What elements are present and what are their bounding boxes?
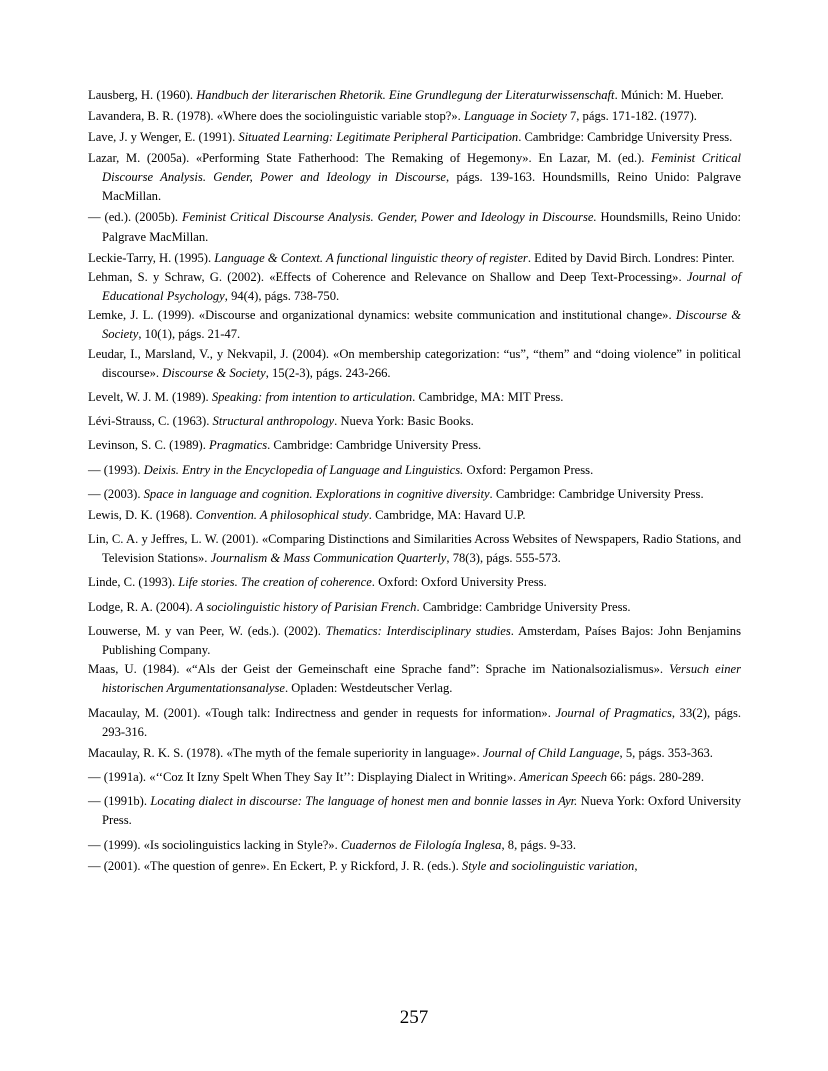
entry-text: — (1991a). «‘‘Coz It Izny Spelt When They Say It’’: Displaying Dialect in Writing».: [88, 770, 520, 785]
entry-text: Linde, C. (1993).: [88, 575, 179, 590]
entry-title-italic: Pragmatics: [209, 438, 268, 453]
entry-text: , 5, págs. 353-363.: [619, 745, 713, 760]
entry-title-italic: Thematics: Interdisciplinary studies: [325, 623, 511, 638]
entry-text: Leudar, I., Marsland, V., y Nekvapil, J. (2004). «On membership categorization: “us”, “them” and “doing violence” in political discourse».: [88, 346, 741, 380]
entry-title-italic: Life stories. The creation of coherence: [178, 575, 372, 590]
entry-text: Lemke, J. L. (1999). «Discourse and organizational dynamics: website communication and institutional change».: [88, 308, 676, 323]
entry-text: . Cambridge: Cambridge University Press.: [489, 486, 704, 501]
entry-text: , 33(2), págs. 293-316.: [102, 705, 741, 739]
entry-text: Lausberg, H. (1960).: [88, 88, 197, 102]
entry-text: — (1993).: [88, 462, 144, 477]
entry-text: Lin, C. A. y Jeffres, L. W. (2001). «Comparing Distinctions and Similarities Across Websites of Newspapers, Radio Stations, and Television Stations».: [88, 532, 741, 566]
entry-text: 66: págs. 280-289.: [607, 770, 705, 785]
entry-title-italic: Discourse & Society: [102, 308, 742, 342]
entry-text: Macaulay, R. K. S. (1978). «The myth of the female superiority in language».: [88, 745, 483, 760]
entry-text: Oxford: Pergamon Press.: [463, 462, 594, 477]
entry-title-italic: Structural anthropology: [212, 414, 335, 429]
entry-text: Lévi-Strauss, C. (1963).: [88, 414, 213, 429]
bibliography-entry: [88, 530, 741, 568]
bibliography-entry: [88, 573, 741, 592]
bibliography-entry: [88, 768, 741, 787]
entry-text: Louwerse, M. y van Peer, W. (eds.). (2002).: [88, 623, 326, 638]
bibliography-entry: [88, 249, 741, 268]
entry-text: . Cambridge: Cambridge University Press.: [416, 599, 631, 614]
entry-title-italic: Feminist Critical Discourse Analysis. Gender, Power and Ideology in Discourse: [102, 151, 741, 185]
bibliography-entry: [88, 506, 741, 525]
page-number: 257: [399, 1007, 429, 1028]
entry-text: — (2001). «The question of genre». En Eckert, P. y Rickford, J. R. (eds.).: [88, 858, 462, 873]
entry-text: Lavandera, B. R. (1978). «Where does the sociolinguistic variable stop?».: [88, 109, 464, 123]
entry-text: . Cambridge, MA: MIT Press.: [412, 390, 564, 405]
entry-title-italic: Journal of Child Language: [482, 745, 620, 760]
bibliography-entry: [88, 128, 741, 147]
entry-text: Levinson, S. C. (1989).: [88, 438, 210, 453]
entry-text: . Amsterdam, Países Bajos: John Benjamins Publishing Company.: [102, 623, 741, 658]
entry-text: , 94(4), págs. 738-750.: [224, 289, 340, 304]
entry-text: , 8, págs. 9-33.: [501, 837, 576, 852]
entry-title-italic: Feminist Critical Discourse Analysis. Gender, Power and Ideology in Discourse.: [181, 210, 597, 225]
entry-text: , 10(1), págs. 21-47.: [138, 327, 241, 342]
entry-title-italic: American Speech: [519, 770, 608, 785]
entry-title-italic: Journalism & Mass Communication Quarterly: [210, 551, 447, 566]
entry-text: Lehman, S. y Schraw, G. (2002). «Effects of Coherence and Relevance on Shallow and Deep Text-Processing».: [88, 269, 687, 284]
bibliography-entry: [88, 412, 741, 431]
entry-title-italic: Space in language and cognition. Explorations in cognitive diversity: [143, 486, 490, 501]
entry-text: Nueva York: Oxford University Press.: [102, 794, 741, 828]
entry-title-italic: A sociolinguistic history of Parisian French: [195, 599, 417, 614]
bibliography-entry: [88, 622, 741, 660]
entry-text: , págs. 139-163. Houndsmills, Reino Unido: Palgrave MacMillan.: [102, 170, 741, 204]
entry-title-italic: Speaking: from intention to articulation: [211, 390, 413, 405]
bibliography-entry: [88, 792, 741, 830]
entry-title-italic: Journal of Pragmatics: [555, 705, 672, 720]
entry-text: , 15(2-3), págs. 243-266.: [265, 365, 391, 380]
entry-text: Lazar, M. (2005a). «Performing State Fatherhood: The Remaking of Hegemony». En Lazar, M. (ed.).: [88, 151, 652, 165]
entry-text: . Opladen: Westdeutscher Verlag.: [284, 681, 453, 696]
entry-text: . Cambridge: Cambridge University Press.: [518, 130, 733, 144]
entry-title-italic: Language & Context. A functional linguistic theory of register: [214, 250, 528, 265]
bibliography-list: [88, 86, 741, 878]
entry-text: Lewis, D. K. (1968).: [88, 507, 196, 522]
entry-text: 7, págs. 171-182. (1977).: [566, 109, 697, 123]
entry-title-italic: Language in Society: [463, 109, 567, 123]
bibliography-entry: [88, 268, 741, 306]
bibliography-entry: [88, 208, 741, 246]
bibliography-entry: [88, 704, 741, 742]
entry-text: Lodge, R. A. (2004).: [88, 599, 196, 614]
entry-text: — (1999). «Is sociolinguistics lacking in Style?».: [88, 837, 341, 852]
entry-text: ,: [634, 858, 638, 873]
bibliography-entry: [88, 836, 741, 855]
entry-text: Levelt, W. J. M. (1989).: [88, 390, 212, 405]
entry-text: . Cambridge, MA: Havard U.P.: [368, 507, 526, 522]
entry-text: — (ed.). (2005b).: [88, 210, 182, 225]
bibliography-entry: [88, 485, 741, 504]
entry-text: . Nueva York: Basic Books.: [334, 414, 474, 429]
bibliography-entry: [88, 660, 741, 698]
bibliography-entry: [88, 461, 741, 480]
bibliography-entry: [88, 857, 741, 876]
entry-title-italic: Journal of Educational Psychology: [102, 269, 741, 304]
entry-title-italic: Cuadernos de Filología Inglesa: [340, 837, 502, 852]
entry-text: Houndsmills, Reino Unido: Palgrave MacMillan.: [102, 210, 741, 244]
entry-title-italic: Handbuch der literarischen Rhetorik. Eine Grundlegung der Literaturwissenschaft: [196, 88, 615, 102]
entry-title-italic: Versuch einer historischen Argumentationsanalyse: [102, 662, 741, 696]
entry-text: Maas, U. (1984). «“Als der Geist der Gemeinschaft eine Sprache fand”: Sprache im Nationalsozialismus».: [88, 662, 670, 677]
bibliography-entry: [88, 306, 741, 344]
entry-title-italic: Situated Learning: Legitimate Peripheral Participation: [238, 130, 519, 144]
entry-text: . Múnich: M. Hueber.: [614, 88, 724, 102]
bibliography-entry: [88, 388, 741, 407]
entry-title-italic: Discourse & Society: [162, 365, 266, 380]
entry-text: — (2003).: [88, 486, 144, 501]
entry-text: . Cambridge: Cambridge University Press.: [267, 438, 482, 453]
bibliography-entry: [88, 86, 741, 105]
entry-title-italic: Locating dialect in discourse: The language of honest men and bonnie lasses in Ayr.: [150, 794, 578, 809]
entry-text: . Edited by David Birch. Londres: Pinter.: [527, 250, 735, 265]
entry-text: Leckie-Tarry, H. (1995).: [88, 250, 215, 265]
bibliography-entry: [88, 107, 741, 126]
entry-text: Lave, J. y Wenger, E. (1991).: [88, 130, 239, 144]
entry-title-italic: Style and sociolinguistic variation: [461, 858, 635, 873]
entry-text: , 78(3), págs. 555-573.: [446, 551, 561, 566]
bibliography-entry: [88, 149, 741, 207]
bibliography-entry: [88, 345, 741, 383]
entry-title-italic: Convention. A philosophical study: [195, 507, 369, 522]
entry-title-italic: Deixis. Entry in the Encyclopedia of Language and Linguistics.: [143, 462, 464, 477]
bibliography-entry: [88, 436, 741, 455]
bibliography-entry: [88, 744, 741, 763]
entry-text: — (1991b).: [88, 794, 151, 809]
bibliography-entry: [88, 598, 741, 617]
entry-text: Macaulay, M. (2001). «Tough talk: Indirectness and gender in requests for information».: [88, 705, 556, 720]
entry-text: . Oxford: Oxford University Press.: [371, 575, 547, 590]
